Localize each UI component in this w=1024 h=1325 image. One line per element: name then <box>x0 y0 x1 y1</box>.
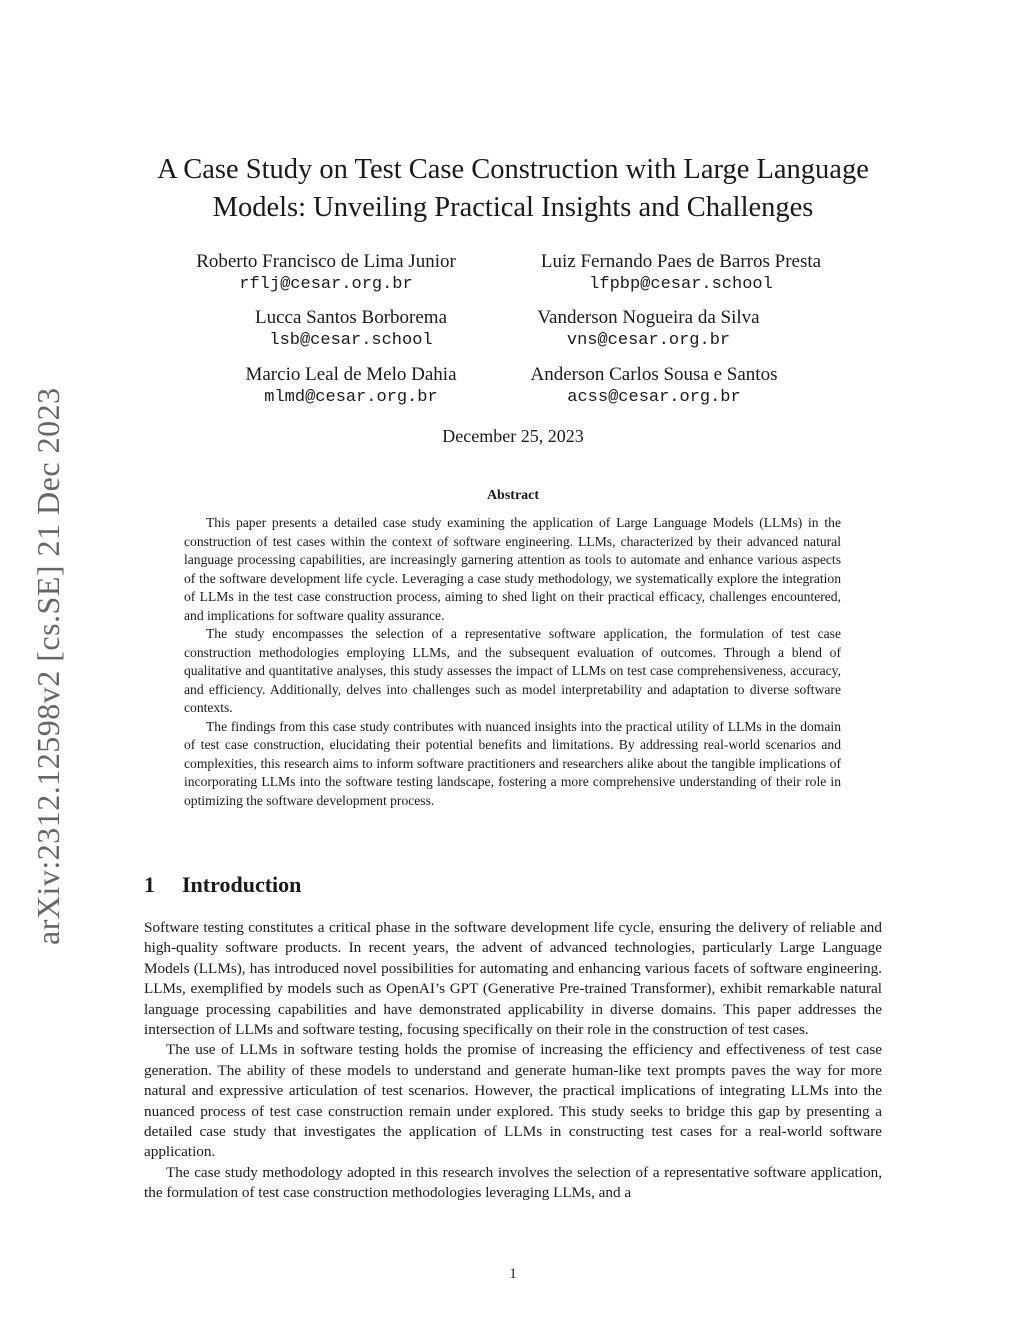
title-line-1: A Case Study on Test Case Construction with Large Language <box>157 154 869 185</box>
page-number: 1 <box>509 1266 517 1282</box>
section-number: 1 <box>144 872 155 897</box>
body-paragraph: The case study methodology adopted in this research involves the selection of a representative software application, the formulation of test case construction methodologies leveraging LLMs, and a <box>144 1163 882 1202</box>
author-email[interactable]: mlmd@cesar.org.br <box>264 388 438 407</box>
section-heading <box>144 872 301 898</box>
author-1 <box>176 250 476 294</box>
author-email[interactable]: lfpbp@cesar.school <box>589 275 773 294</box>
abstract <box>184 514 841 810</box>
author-6 <box>509 363 799 407</box>
author-5 <box>216 363 486 407</box>
author-name: Vanderson Nogueira da Silva <box>537 307 760 328</box>
abstract-paragraph: This paper presents a detailed case study examining the application of Large Language Models (LLMs) in the construction of test cases within the context of software engineering. LLMs, characterized by their advanced natural language processing capabilities, are increasingly garnering attention as tools to automate and enhance various aspects of the software development life cycle. Leveraging a case study methodology, we systematically explore the integration of LLMs in the test case construction process, aiming to shed light on their practical efficacy, challenges encountered, and implications for software quality assurance. <box>184 515 841 623</box>
author-email[interactable]: rflj@cesar.org.br <box>239 275 413 294</box>
body-paragraph: The use of LLMs in software testing holds the promise of increasing the efficiency and effectiveness of test case generation. The ability of these models to understand and generate human-like text prompts paves the way for more natural and expressive articulation of test scenarios. However, the practical implications of integrating LLMs into the nuanced process of test case construction remain under explored. This study seeks to bridge this gap by presenting a detailed case study that investigates the application of LLMs in constructing test cases for a real-world software application. <box>144 1041 882 1161</box>
section-title: Introduction <box>182 872 302 897</box>
title-line-2: Models: Unveiling Practical Insights and Challenges <box>212 192 814 223</box>
author-name: Roberto Francisco de Lima Junior <box>196 251 456 272</box>
author-name: Luiz Fernando Paes de Barros Presta <box>540 251 822 272</box>
body-paragraph: Software testing constitutes a critical phase in the software development life cycle, ensuring the delivery of reliable and high-quality software products. In recent years, the advent of advanced technologies, particularly Large Language Models (LLMs), has introduced novel possibilities for automating and enhancing various facets of software engineering. LLMs, exemplified by models such as OpenAI’s GPT (Generative Pre-trained Transformer), exhibit remarkable natural language processing capabilities and have demonstrated applicability in diverse domains. This paper addresses the intersection of LLMs and software testing, focusing specifically on their role in the construction of test cases. <box>144 919 882 1039</box>
abstract-paragraph: The study encompasses the selection of a representative software application, the formulation of test case construction methodologies employing LLMs, and the subsequent evaluation of outcomes. Through a blend of qualitative and quantitative analyses, this study assesses the impact of LLMs on test case comprehensiveness, accuracy, and efficiency. Additionally, delves into challenges such as model interpretability and adaptation to diverse software contexts. <box>184 626 841 715</box>
author-2 <box>516 250 846 294</box>
paper-title <box>144 151 882 227</box>
author-name: Anderson Carlos Sousa e Santos <box>530 364 778 385</box>
author-name: Marcio Leal de Melo Dahia <box>245 364 457 385</box>
section-body <box>144 918 882 1204</box>
arxiv-identifier: arXiv:2312.12598v2 [cs.SE] 21 Dec 2023 <box>30 387 66 945</box>
abstract-paragraph: The findings from this case study contributes with nuanced insights into the practical utility of LLMs in the domain of test case construction, elucidating their potential benefits and limitations. By addressing real-world scenarios and complexities, this research aims to inform software practitioners and researchers alike about the tangible implications of incorporating LLMs into the software testing landscape, fostering a more comprehensive understanding of their role in optimizing the software development process. <box>184 718 841 808</box>
author-email[interactable]: acss@cesar.org.br <box>567 388 741 407</box>
author-4 <box>516 306 781 350</box>
author-name: Lucca Santos Borborema <box>254 307 448 328</box>
author-3 <box>226 306 476 350</box>
publication-date: December 25, 2023 <box>442 426 584 446</box>
author-email[interactable]: vns@cesar.org.br <box>566 331 731 350</box>
abstract-heading: Abstract <box>486 488 540 503</box>
author-email[interactable]: lsb@cesar.school <box>269 331 433 350</box>
